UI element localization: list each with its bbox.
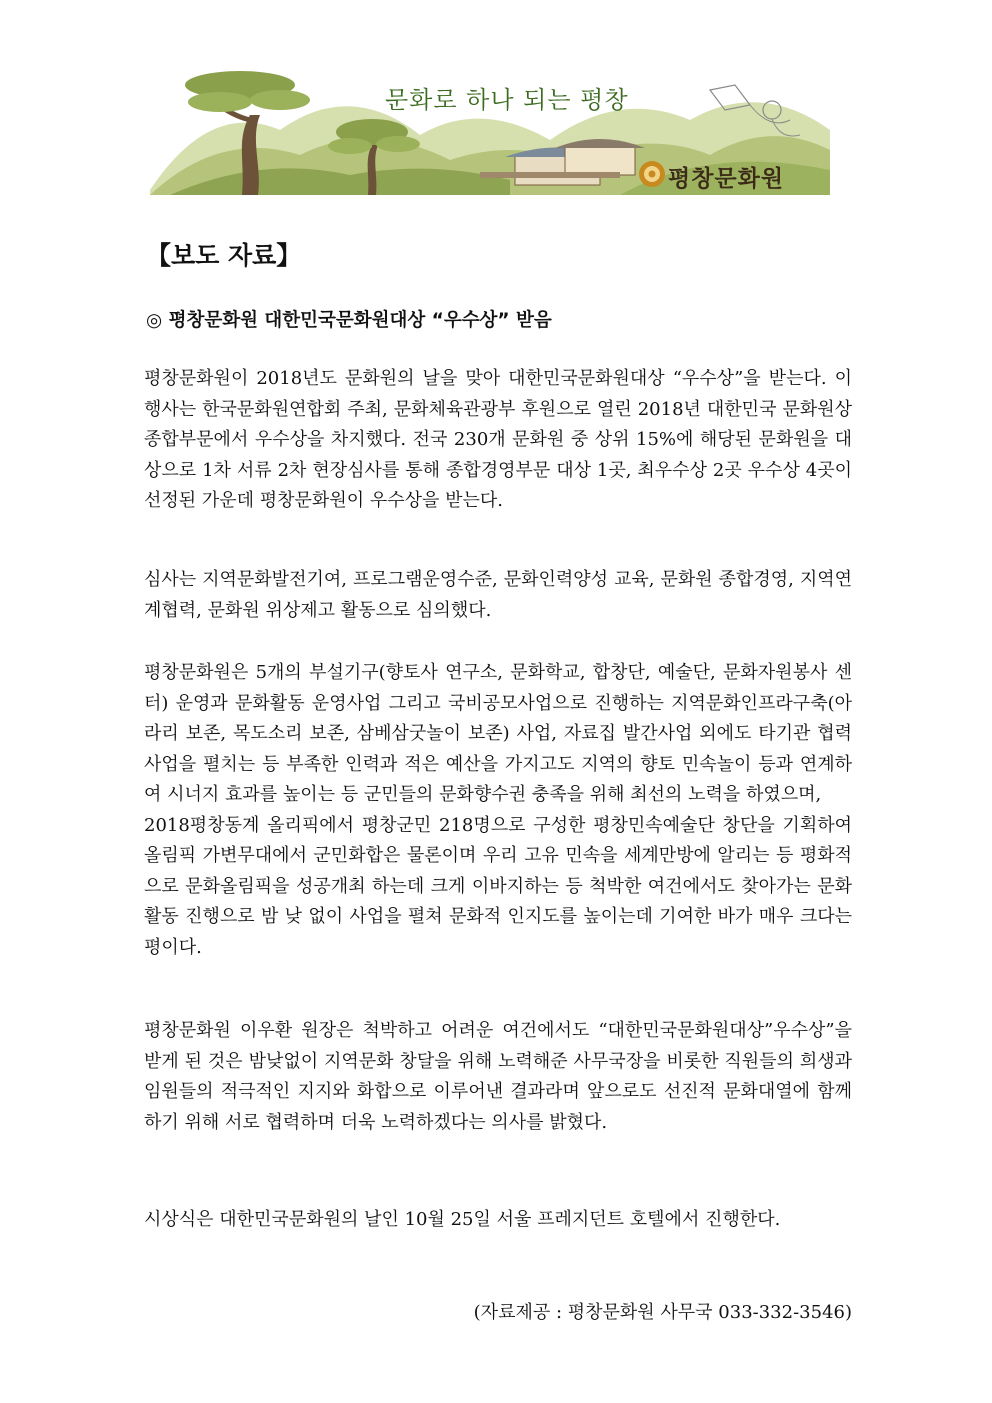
paragraph-2: 심사는 지역문화발전기여, 프로그램운영수준, 문화인력양성 교육, 문화원 종합경영, 지역연계협력, 문화원 위상제고 활동으로 심의했다. — [144, 569, 852, 621]
paragraph-3: 평창문화원은 5개의 부설기구(향토사 연구소, 문화학교, 합창단, 예술단, 문화자원봉사 센터) 운영과 문화활동 운영사업 그리고 국비공모사업으로 진행하는 지역문화인프라구축(아라리 보존, 목도소리 보존, 삼베삼굿놀이 보존) 사업, 자료집 발간사업 외에도 타기관 협력사업을 펼치는 등 부족한 인력과 적은 예산을 가지고도 지역의 향토 민속놀이 등과 연계하여 시너지 효과를 높이는 등 군민들의 문화향수권 충족을 위해 최선의 노력을 하였으며, — [144, 662, 852, 805]
paragraph-6-block — [144, 1205, 852, 1236]
paragraph-1: 평창문화원이 2018년도 문화원의 날을 맞아 대한민국문화원대상 “우수상”을 받는다. 이 행사는 한국문화원연합회 주최, 문화체육관광부 후원으로 열린 2018년 대한민국 문화원상 종합부문에서 우수상을 차지했다. 전국 230개 문화원 중 상위 15%에 해당된 문화원을 대상으로 1차 서류 2차 현장심사를 통해 종합경영부문 대상 1곳, 최우수상 2곳 우수상 4곳이 선정된 가운데 평창문화원이 우수상을 받는다. — [144, 368, 852, 511]
logo-text: 평창문화원 — [668, 166, 785, 192]
header-banner — [150, 60, 830, 195]
paragraph-2-block — [144, 565, 852, 626]
paragraph-3-block — [144, 658, 852, 963]
headline: ◎ 평창문화원 대한민국문화원대상 “우수상” 받음 — [146, 310, 552, 331]
paragraph-6: 시상식은 대한민국문화원의 날인 10월 25일 서울 프레지던트 호텔에서 진행한다. — [144, 1209, 781, 1230]
banner-title: 문화로 하나 되는 평창 — [385, 86, 629, 114]
press-release-label: 【보도 자료】 — [146, 241, 302, 270]
paragraph-5-block — [144, 1016, 852, 1138]
source-credit: (자료제공 : 평창문화원 사무국 033-332-3546) — [473, 1302, 852, 1323]
paragraph-1-block — [144, 364, 852, 517]
paragraph-4: 2018평창동계 올리픽에서 평창군민 218명으로 구성한 평창민속예술단 창단을 기획하여 올림픽 가변무대에서 군민화합은 물론이며 우리 고유 민속을 세계만방에 알리는 등 평화적으로 문화올림픽을 성공개최 하는데 크게 이바지하는 등 척박한 여건에서도 찾아가는 문화활동 진행으로 밤 낮 없이 사업을 펼쳐 문화적 인지도를 높이는데 기여한 바가 매우 크다는 평이다. — [144, 814, 852, 958]
paragraph-5: 평창문화원 이우환 원장은 척박하고 어려운 여건에서도 “대한민국문화원대상”우수상”을 받게 된 것은 밤낮없이 지역문화 창달을 위해 노력해준 사무국장을 비롯한 직원들의 희생과 임원들의 적극적인 지지와 화합으로 이루어낸 결과라며 앞으로도 선진적 문화대열에 함께하기 위해 서로 협력하며 더욱 노력하겠다는 의사를 밝혔다. — [144, 1020, 852, 1133]
emblem-icon — [639, 161, 665, 187]
